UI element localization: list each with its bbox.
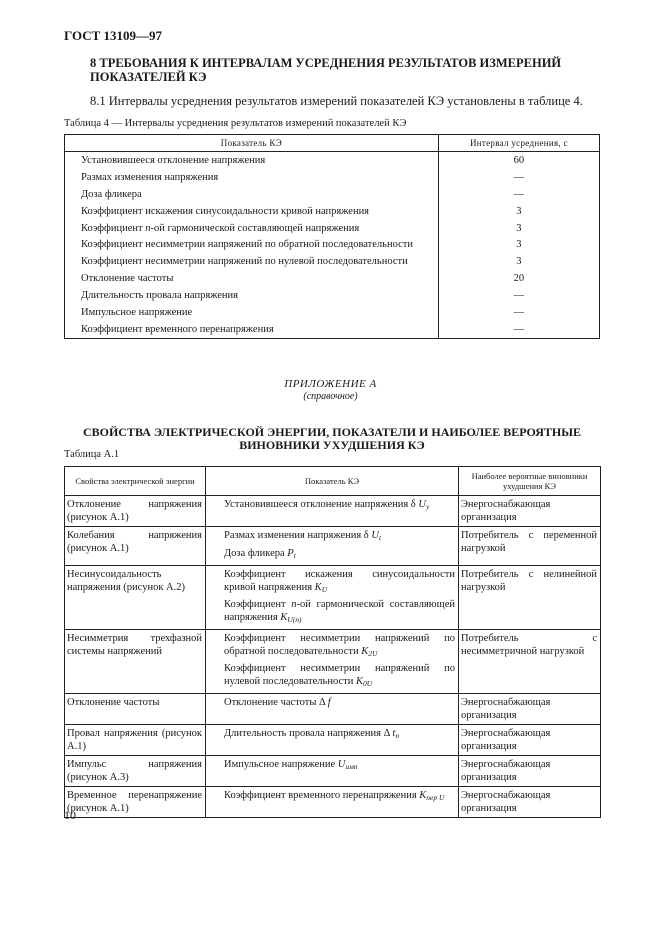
appendix-title: ПРИЛОЖЕНИЕ А — [284, 378, 377, 390]
row-value: — — [438, 304, 599, 321]
indicator-symbol: K — [355, 675, 363, 687]
row-name — [65, 220, 439, 237]
row-name: Коэффициент искажения синусоидальности кривой напряжения — [65, 203, 439, 220]
cell-indicator — [206, 694, 459, 725]
col-header-indicator: Показатель КЭ — [65, 135, 439, 152]
indicator-n: n — [291, 599, 297, 610]
section-title: 8 ТРЕБОВАНИЯ К ИНТЕРВАЛАМ УСРЕДНЕНИЯ РЕЗУЛЬТАТОВ ИЗМЕРЕНИЙ ПОКАЗАТЕЛЕЙ КЭ — [90, 56, 562, 84]
table-4 — [64, 134, 600, 339]
table-row — [65, 566, 601, 630]
cell-property: Колебания напряжения (рисунок А.1) — [65, 527, 206, 566]
indicator-subscript: y — [425, 502, 430, 511]
cell-culprit: Энергоснабжающая организация — [459, 694, 601, 725]
indicator-symbol: U — [371, 530, 379, 541]
cell-property: Провал напряжения (рисунок А.1) — [65, 725, 206, 756]
cell-culprit: Энергоснабжающая организация — [459, 725, 601, 756]
table-header-row — [65, 135, 600, 152]
indicator-subscript: t — [378, 533, 382, 542]
table-row — [65, 496, 601, 527]
row-name: Длительность провала напряжения — [65, 287, 439, 304]
table-row — [65, 203, 600, 220]
indicator-symbol: K — [361, 645, 369, 657]
cell-culprit: Потребитель с переменной нагрузкой — [459, 527, 601, 566]
cell-culprit: Потребитель с несимметричной нагрузкой — [459, 630, 601, 694]
cell-indicator — [206, 496, 459, 527]
indicator-text: Коэффициент несимметрии напряжений по нулевой последовательности — [224, 663, 455, 687]
row-value: 3 — [438, 203, 599, 220]
cell-property: Отклонение частоты — [65, 694, 206, 725]
col-header-indicator: Показатель КЭ — [206, 467, 459, 496]
table-a1-caption: Таблица А.1 — [64, 449, 120, 460]
cell-indicator — [206, 725, 459, 756]
table-header-row — [65, 467, 601, 496]
row-value: 3 — [438, 236, 599, 253]
indicator-symbol: f — [327, 697, 331, 708]
table-row — [65, 236, 600, 253]
row-value: 3 — [438, 253, 599, 270]
row-name: Доза фликера — [65, 186, 439, 203]
col-header-interval: Интервал усреднения, с — [438, 135, 599, 152]
indicator-symbol: K — [280, 611, 288, 623]
indicator-subscript: пер U — [426, 793, 445, 802]
indicator-symbol: t — [392, 728, 396, 739]
row-name-post: -ой гармонической составляющей напряжения — [150, 222, 360, 234]
cell-culprit: Потребитель с нелинейной нагрузкой — [459, 566, 601, 630]
cell-indicator — [206, 527, 459, 566]
indicator-subscript: 0U — [362, 678, 373, 688]
cell-property: Отклонение напряжения (рисунок А.1) — [65, 496, 206, 527]
row-name-n: n — [145, 222, 151, 234]
table-row — [65, 186, 600, 203]
row-name: Установившееся отклонение напряжения — [65, 152, 439, 169]
indicator-subscript: U — [321, 584, 328, 594]
row-name: Размах изменения напряжения — [65, 169, 439, 186]
cell-indicator — [206, 787, 459, 818]
indicator-text: Коэффициент искажения синусоидальности кривой напряжения — [224, 569, 455, 593]
appendix-heading: СВОЙСТВА ЭЛЕКТРИЧЕСКОЙ ЭНЕРГИИ, ПОКАЗАТЕЛИ И НАИБОЛЕЕ ВЕРОЯТНЫЕ ВИНОВНИКИ УХУДШЕНИЯ КЭ — [82, 425, 582, 452]
cell-property: Временное перенапряжение (рисунок А.1) — [65, 787, 206, 818]
indicator-text: Коэффициент несимметрии напряжений по обратной последовательности — [224, 633, 455, 657]
table-row — [65, 756, 601, 787]
indicator-text: Отклонение частоты Δ — [224, 697, 328, 708]
col-header-property: Свойства электрической энергии — [65, 467, 206, 496]
table-row — [65, 270, 600, 287]
indicator-text: Длительность провала напряжения Δ — [224, 728, 393, 739]
appendix-subtitle: (справочное) — [303, 391, 358, 402]
row-value: 20 — [438, 270, 599, 287]
indicator-text: -ой гармонической составляющей напряжения — [224, 599, 455, 623]
indicator-text: Размах изменения напряжения δ — [224, 530, 372, 541]
row-value: — — [438, 186, 599, 203]
table-row — [65, 527, 601, 566]
cell-property: Несимметрия трехфазной системы напряжений — [65, 630, 206, 694]
indicator-text: Доза фликера — [224, 547, 288, 559]
indicator-subscript: имп — [345, 762, 358, 771]
table-a1 — [64, 466, 601, 818]
indicator-subscript: п — [395, 731, 400, 740]
table-row — [65, 321, 600, 338]
col-header-culprit: Наиболее вероятные виновники ухудшения КЭ — [459, 467, 601, 496]
indicator-text: Коэффициент — [224, 599, 292, 610]
indicator-symbol: K — [314, 581, 322, 593]
row-value: 3 — [438, 220, 599, 237]
table-row — [65, 287, 600, 304]
paragraph-8-1: 8.1 Интервалы усреднения результатов измерений показателей КЭ установлены в таблице 4. — [90, 94, 583, 108]
cell-culprit: Энергоснабжающая организация — [459, 787, 601, 818]
table-row — [65, 152, 600, 169]
indicator-symbol: U — [337, 759, 346, 770]
cell-indicator — [206, 630, 459, 694]
cell-property: Импульс напряжения (рисунок А.3) — [65, 756, 206, 787]
row-value: — — [438, 321, 599, 338]
table-row — [65, 694, 601, 725]
table-row — [65, 787, 601, 818]
table-row — [65, 253, 600, 270]
indicator-text: Установившееся отклонение напряжения δ — [224, 499, 419, 510]
table-row — [65, 630, 601, 694]
indicator-subscript: t — [293, 550, 296, 560]
row-value: — — [438, 287, 599, 304]
row-name: Коэффициент несимметрии напряжений по нулевой последовательности — [65, 253, 439, 270]
row-value: — — [438, 169, 599, 186]
indicator-subscript: U(n) — [287, 614, 302, 624]
row-value: 60 — [438, 152, 599, 169]
indicator-text: Импульсное напряжение — [224, 759, 338, 770]
page-number: 10 — [64, 808, 76, 822]
row-name: Импульсное напряжение — [65, 304, 439, 321]
cell-culprit: Энергоснабжающая организация — [459, 496, 601, 527]
table4-caption: Таблица 4 — Интервалы усреднения результатов измерений показателей КЭ — [64, 118, 407, 129]
document-header: ГОСТ 13109—97 — [64, 28, 163, 43]
table-row — [65, 169, 600, 186]
indicator-text: Коэффициент временного перенапряжения — [224, 790, 420, 801]
indicator-subscript: 2U — [368, 648, 378, 658]
indicator-symbol: U — [418, 499, 426, 510]
cell-culprit: Энергоснабжающая организация — [459, 756, 601, 787]
indicator-symbol: P — [287, 547, 294, 559]
cell-indicator — [206, 566, 459, 630]
indicator-symbol: K — [419, 790, 427, 801]
row-name: Коэффициент временного перенапряжения — [65, 321, 439, 338]
cell-property: Несинусоидальность напряжения (рисунок А.2) — [65, 566, 206, 630]
row-name: Отклонение частоты — [65, 270, 439, 287]
table-row — [65, 220, 600, 237]
table-row — [65, 304, 600, 321]
cell-indicator — [206, 756, 459, 787]
table-row — [65, 725, 601, 756]
row-name-pre: Коэффициент — [81, 222, 146, 234]
row-name: Коэффициент несимметрии напряжений по обратной последовательности — [65, 236, 439, 253]
